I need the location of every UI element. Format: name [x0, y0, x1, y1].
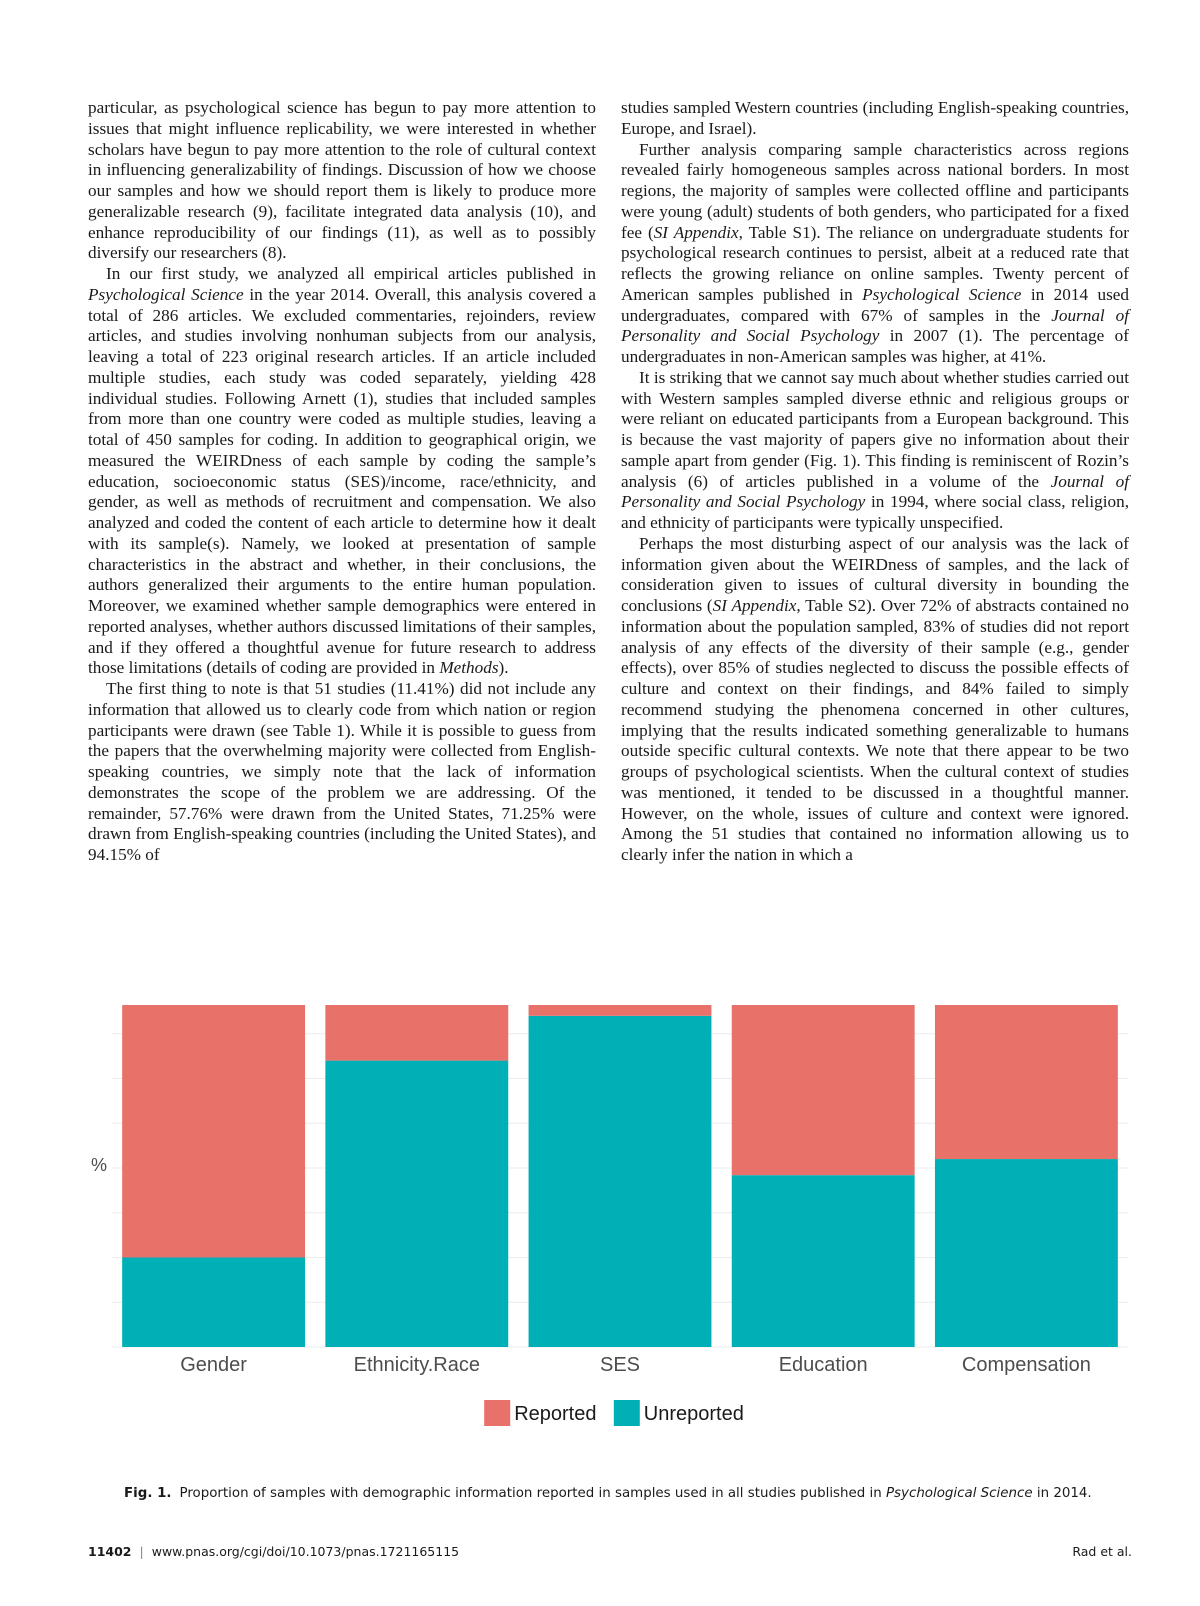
right-text-column — [621, 98, 1129, 866]
paragraph: It is striking that we cannot say much about whether studies carried out with Western samples sampled diverse ethnic and religious groups or were reliant on educated participants from a European background. This is because the vast majority of papers give no information about their sample apart from gender (Fig. 1). This finding is reminiscent of Rozin’s analysis (6) of articles published in a volume of the Journal of Personality and Social Psychology in 1994, where social class, religion, and ethnicity of participants were typically unspecified. — [621, 367, 1129, 532]
paragraph: Further analysis comparing sample characteristics across regions revealed fairly homogeneous samples across national borders. In most regions, the majority of samples were collected offline and participants were young (adult) students of both genders, who participated for a fixed fee (SI Appendix, Table S1). The reliance on undergraduate students for psychological research continues to persist, albeit at a reduced rate that reflects the growing reliance on online samples. Twenty percent of American samples published in Psychological Science in 2014 used undergraduates, compared with 67% of samples in the Journal of Personality and Social Psychology in 2007 (1). The percentage of undergraduates in non-American samples was higher, at 41%. — [621, 139, 1130, 366]
bar-unreported-ethnicity-race — [325, 1061, 508, 1347]
figure-1-chart — [80, 1005, 1140, 1475]
legend — [484, 1400, 744, 1426]
legend-label-reported: Reported — [514, 1403, 597, 1425]
x-tick-label: Education — [778, 1354, 868, 1376]
legend-label-unreported: Unreported — [643, 1403, 744, 1425]
figure-label: Fig. 1. — [124, 1486, 172, 1501]
legend-swatch-unreported — [614, 1400, 640, 1426]
footer-left — [88, 1544, 459, 1559]
bars — [122, 1005, 1118, 1347]
bar-unreported-ses — [529, 1016, 712, 1347]
paragraph: studies sampled Western countries (including English-speaking countries, Europe, and Israel). — [621, 98, 1129, 138]
bar-unreported-education — [732, 1175, 915, 1347]
figure-caption: Fig. 1. Proportion of samples with demographic information reported in samples used in all studies published in Psychological Science in 2014. — [124, 1486, 1092, 1501]
paragraph: Perhaps the most disturbing aspect of our analysis was the lack of information given about the WEIRDness of samples, and the lack of consideration given to issues of cultural diversity in bounding the conclusions (SI Appendix, Table S2). Over 72% of abstracts contained no information about the population sampled, 83% of studies did not report analysis of any effects of the diversity of their sample (e.g., gender effects), over 85% of studies neglected to discuss the possible effects of culture and context on their findings, and 84% failed to simply recommend studying the phenomena concerned in other cultures, implying that the results indicated something generalizable to humans outside specific cultural contexts. We note that there appear to be two groups of psychological scientists. When the cultural context of studies was mentioned, it tended to be discussed in a thoughtful manner. However, on the whole, issues of culture and context were ignored. Among the 51 studies that contained no information allowing us to clearly infer the nation in which a — [621, 533, 1129, 864]
bar-reported-compensation — [935, 1005, 1118, 1159]
bar-unreported-gender — [122, 1258, 305, 1348]
paragraph: In our first study, we analyzed all empirical articles published in Psychological Science in the year 2014. Overall, this analysis covered a total of 286 articles. We excluded commentaries, rejoinders, review articles, and studies involving nonhuman subjects from our analysis, leaving a total of 223 original research articles. If an article included multiple studies, each study was coded separately, yielding 428 individual studies. Following Arnett (1), studies that included samples from more than one country were coded as multiple studies, leaving a total of 450 samples for coding. In addition to geographical origin, we measured the WEIRDness of each sample by coding the sample’s education, socioeconomic status (SES)/income, race/ethnicity, and gender, as well as methods of recruitment and compensation. We also analyzed and coded the content of each article to determine how it dealt with its sample(s). Namely, we looked at presentation of sample characteristics in the abstract and whether, in their conclusions, the authors generalized their arguments to the entire human population. Moreover, we examined whether sample demographics were entered in reported analyses, whether authors discussed limitations of their samples, and if they offered a thoughtful avenue for future research to address those limitations (details of coding are provided in Methods). — [88, 264, 596, 678]
y-axis-label: % — [91, 1155, 108, 1175]
stacked-bar-chart — [80, 1005, 1140, 1475]
page-number: 11402 — [88, 1544, 132, 1559]
footer-authors: Rad et al. — [1072, 1544, 1132, 1559]
bar-unreported-compensation — [935, 1159, 1118, 1347]
paragraph: particular, as psychological science has begun to pay more attention to issues that might influence replicability, we were interested in whether scholars have begun to pay more attention to the role of cultural context in influencing generalizability of findings. Discussion of how we choose our samples and how we should report them is likely to produce more generalizable research (9), facilitate integrated data analysis (10), and enhance reproducibility of our findings (11), as well as to possibly diversify our researchers (8). — [88, 98, 596, 263]
legend-swatch-reported — [484, 1400, 510, 1426]
bar-reported-ethnicity-race — [325, 1005, 508, 1061]
x-tick-labels — [180, 1354, 1091, 1376]
bar-reported-education — [732, 1005, 915, 1175]
paragraph: The first thing to note is that 51 studies (11.41%) did not include any information that allowed us to clearly code from which nation or region participants were drawn (see Table 1). While it is possible to guess from the papers that the overwhelming majority were collected from English-speaking countries, we simply note that the lack of information demonstrates the scope of the problem we are addressing. Of the remainder, 57.76% were drawn from the United States, 71.25% were drawn from English-speaking countries (including the United States), and 94.15% of — [88, 679, 596, 864]
left-text-column — [88, 98, 596, 866]
bar-reported-gender — [122, 1005, 305, 1258]
bar-reported-ses — [529, 1005, 712, 1016]
footer-separator: | — [139, 1544, 144, 1559]
doi-link[interactable]: www.pnas.org/cgi/doi/10.1073/pnas.1721165115 — [151, 1544, 460, 1559]
x-tick-label: SES — [599, 1354, 641, 1376]
x-tick-label: Compensation — [961, 1354, 1091, 1376]
x-tick-label: Gender — [180, 1354, 247, 1376]
x-tick-label: Ethnicity.Race — [353, 1354, 480, 1376]
